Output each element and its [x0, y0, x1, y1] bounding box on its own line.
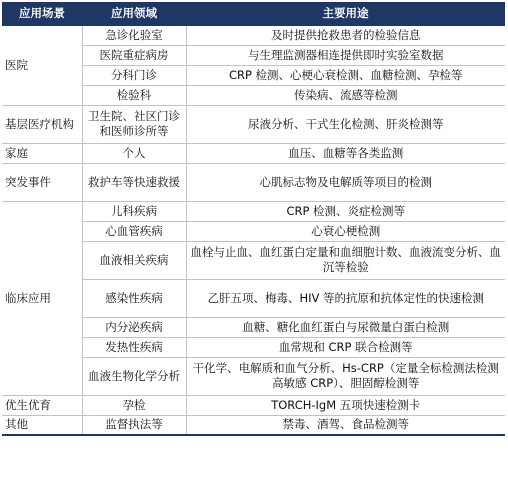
scene-cell: 家庭 [2, 143, 82, 163]
field-cell: 感染性疾病 [82, 279, 186, 317]
use-cell: CRP 检测、炎症检测等 [186, 201, 505, 221]
field-cell: 分科门诊 [82, 65, 186, 85]
field-cell: 儿科疾病 [82, 201, 186, 221]
use-cell: 禁毒、酒驾、食品检测等 [186, 415, 505, 435]
table-row [2, 25, 505, 45]
table-row [2, 163, 505, 201]
header-use: 主要用途 [186, 2, 505, 25]
field-cell: 个人 [82, 143, 186, 163]
field-cell: 监督执法等 [82, 415, 186, 435]
field-cell: 卫生院、社区门诊和医师诊所等 [82, 105, 186, 143]
use-cell: 传染病、流感等检测 [186, 85, 505, 105]
use-cell: 心衰心梗检测 [186, 221, 505, 241]
use-cell: CRP 检测、心梗心衰检测、血糖检测、孕检等 [186, 65, 505, 85]
field-cell: 救护车等快速救援 [82, 163, 186, 201]
header-scene: 应用场景 [2, 2, 82, 25]
scene-cell: 医院 [2, 25, 82, 105]
field-cell: 内分泌疾病 [82, 317, 186, 337]
use-cell: TORCH-IgM 五项快速检测卡 [186, 395, 505, 415]
table-row [2, 395, 505, 415]
use-cell: 及时提供抢救患者的检验信息 [186, 25, 505, 45]
use-cell: 血压、血糖等各类监测 [186, 143, 505, 163]
field-cell: 发热性疾病 [82, 337, 186, 357]
scene-cell: 基层医疗机构 [2, 105, 82, 143]
field-cell: 血液生物化学分析 [82, 357, 186, 395]
scene-cell: 其他 [2, 415, 82, 435]
use-cell: 血常规和 CRP 联合检测等 [186, 337, 505, 357]
use-cell: 与生理监测器相连提供即时实验室数据 [186, 45, 505, 65]
header-field: 应用领域 [82, 2, 186, 25]
scene-cell: 优生优育 [2, 395, 82, 415]
scene-cell: 突发事件 [2, 163, 82, 201]
table-row [2, 201, 505, 221]
use-cell: 干化学、电解质和血气分析、Hs-CRP（定量全标检测法检测高敏感 CRP）、胆固醇检测等 [186, 357, 505, 395]
use-cell: 血糖、糖化血红蛋白与尿微量白蛋白检测 [186, 317, 505, 337]
field-cell: 心血管疾病 [82, 221, 186, 241]
field-cell: 急诊化验室 [82, 25, 186, 45]
poct-application-table [2, 2, 505, 436]
scene-cell: 临床应用 [2, 201, 82, 395]
header-row [2, 2, 505, 25]
field-cell: 检验科 [82, 85, 186, 105]
use-cell: 血栓与止血、血红蛋白定量和血细胞计数、血液流变分析、血沉等检验 [186, 241, 505, 279]
use-cell: 乙肝五项、梅毒、HIV 等的抗原和抗体定性的快速检测 [186, 279, 505, 317]
field-cell: 孕检 [82, 395, 186, 415]
field-cell: 血液相关疾病 [82, 241, 186, 279]
table-row [2, 105, 505, 143]
use-cell: 尿液分析、干式生化检测、肝炎检测等 [186, 105, 505, 143]
table-row [2, 415, 505, 435]
field-cell: 医院重症病房 [82, 45, 186, 65]
table-row [2, 143, 505, 163]
use-cell: 心肌标志物及电解质等项目的检测 [186, 163, 505, 201]
